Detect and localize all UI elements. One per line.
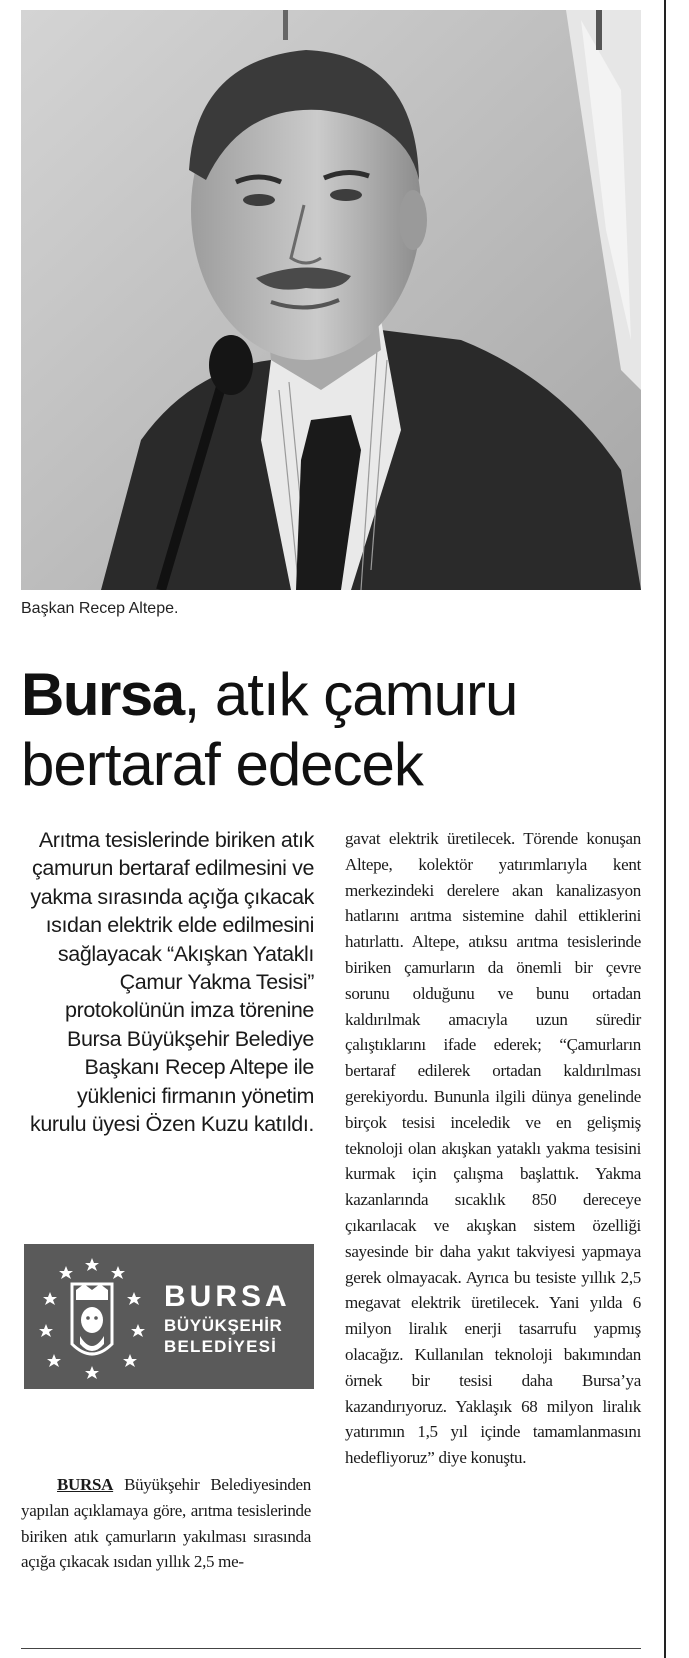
logo-emblem-icon: [24, 1244, 164, 1389]
logo-line2: BÜYÜKŞEHİR: [164, 1316, 283, 1335]
logo-line1: BURSA: [164, 1280, 291, 1313]
news-photo: [21, 10, 641, 590]
bursa-municipality-logo: [24, 1244, 314, 1389]
headline-bold: Bursa: [21, 661, 184, 728]
logo-line3: BELEDİYESİ: [164, 1337, 278, 1356]
bottom-divider: [21, 1648, 641, 1649]
photo-caption: Başkan Recep Altepe.: [21, 600, 179, 617]
headline: [21, 660, 641, 800]
article-column-left-text: Büyükşehir Belediyesinden yapılan açıklamaya göre, arıtma tesislerinde biriken atık çamurların yakılması sırasında açığa çıkacak ısıdan yıllık 2,5 me-: [21, 1475, 311, 1572]
lead-paragraph: Arıtma tesislerinde biriken atık çamurun bertaraf edilmesini ve yakma sırasında açığa çıkacak ısıdan elektrik elde edilmesini sağlayacak “Akışkan Yataklı Çamur Yakma Tesisi” protokolünün imza törenine Bursa Büyükşehir Belediye Başkanı Recep Altepe ile yüklenici firmanın yönetim kurulu üyesi Özen Kuzu katıldı.: [30, 828, 314, 1137]
headline-line1: , atık çamuru: [183, 661, 518, 728]
article-column-right: gavat elektrik üretilecek. Törende konuşan Altepe, kolektör yatırımlarıyla kent merkezindeki derelere akan kanalizasyon hatlarını arıtma sistemine dahil ettiklerini hatırlattı. Altepe, atıksu arıtma tesislerinde biriken çamurların da önemli bir çevre sorunu olduğunu ve bunu ortadan kaldırılmak amacıyla uzun süredir çalıştıklarını ifade ederek; “Çamurların bertaraf edilerek ortadan kaldırılması gerekiyordu. Bununla ilgili dünya genelinde birçok tesisi inceledik ve en gelişmiş teknoloji olan akışkan yataklı yakma tesisini kurmak için çalışma başlattık. Yakma kazanlarında sıcaklık 850 dereceye çıkarılacak ve akışkan sistem özelliği sayesinde bir daha yakıt takviyesi yapmaya gerek olmayacak. Ayrıca bu tesiste yıllık 2,5 megavat elektrik üretilecek. Yani yılda 6 milyon liralık enerji tasarrufu yapmış olacağız. Kullanılan teknoloji bakımından örnek bir tesisi daha Bursa’ya kazandırıyoruz. Yaklaşık 68 milyon liralık yatırımın 1,5 yıl içinde tamamlanmasını hedefliyoruz” diye konuştu.: [345, 829, 641, 1468]
logo-wordmark: [164, 1282, 291, 1355]
headline-line2: bertaraf edecek: [21, 731, 423, 798]
column-divider: [664, 0, 666, 1658]
dateline: BURSA: [57, 1475, 114, 1494]
article-column-left: [21, 1472, 311, 1575]
